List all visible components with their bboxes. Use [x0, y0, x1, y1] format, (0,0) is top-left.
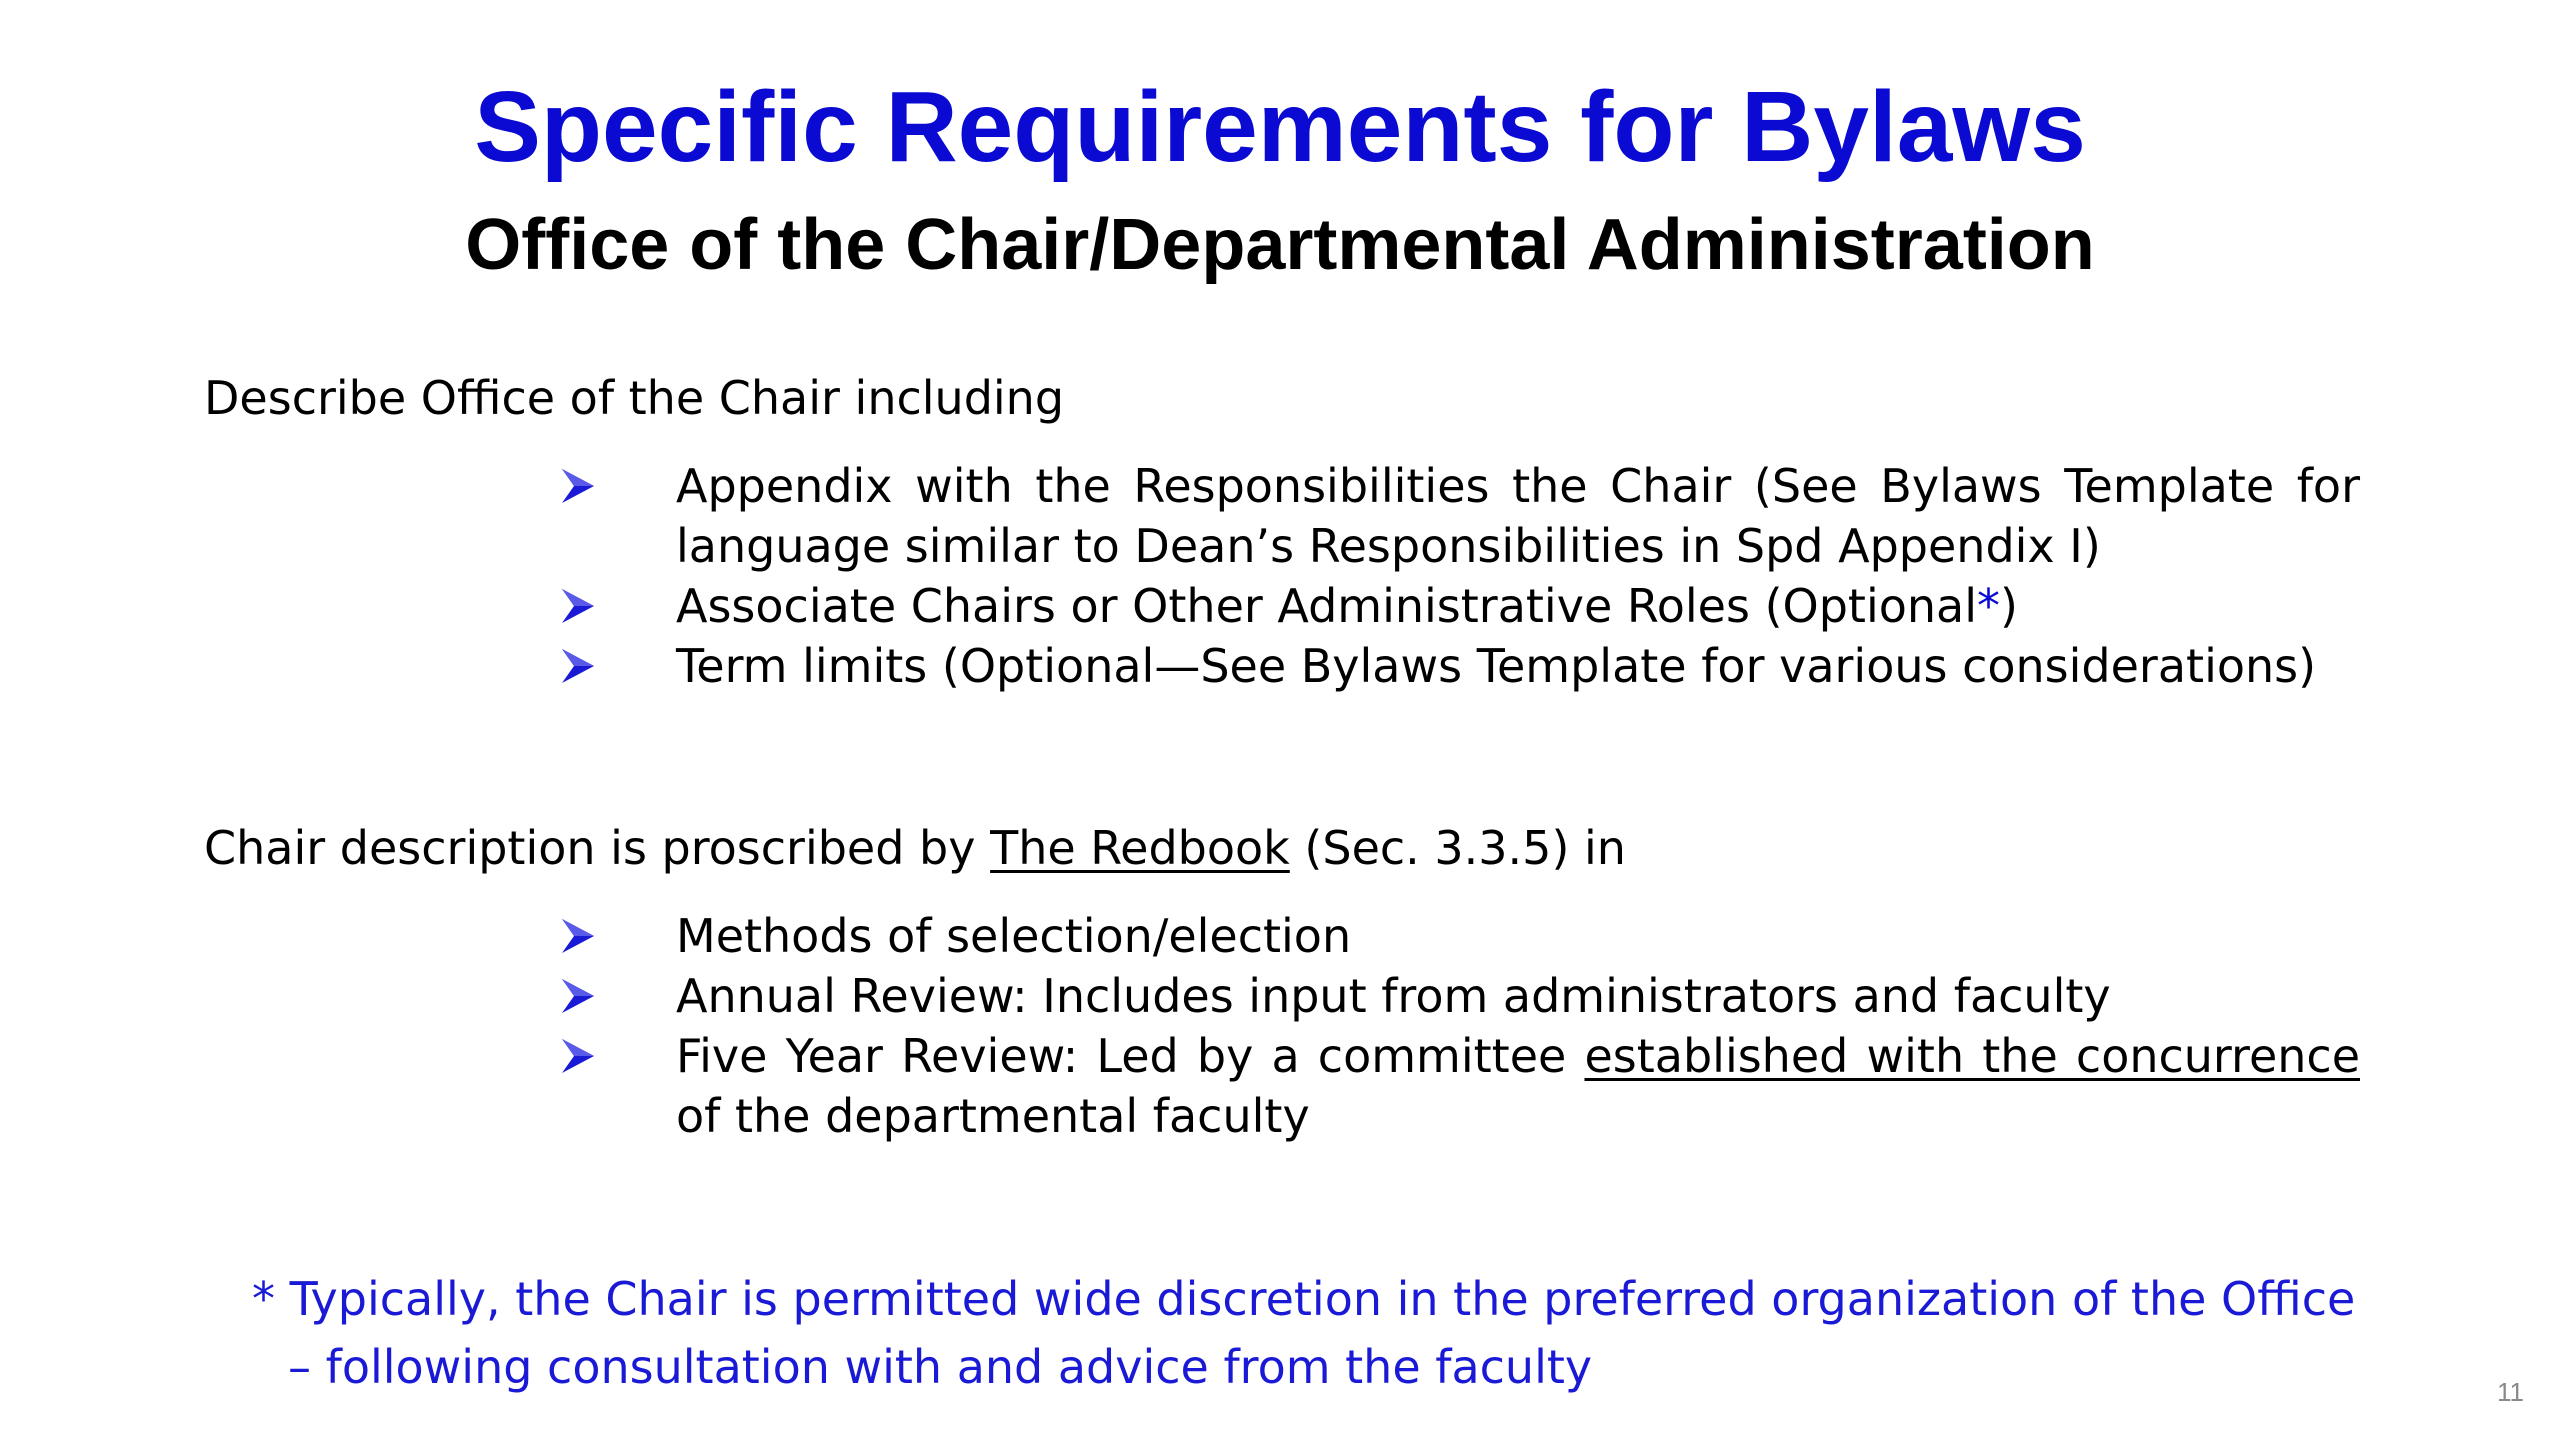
bullet-item-annual-review — [560, 966, 2360, 1026]
bullet-text-end: of the departmental faculty — [676, 1089, 1310, 1143]
bullet-text: Associate Chairs or Other Administrative Roles (Optional — [676, 579, 1978, 633]
underlined-text: established with the concurrence — [1584, 1029, 2360, 1083]
bullet-text-end: ) — [2000, 579, 2018, 633]
arrow-bullet-icon — [560, 636, 620, 696]
footnote — [252, 1265, 2452, 1401]
slide-title: Specific Requirements for Bylaws — [474, 71, 2086, 183]
footnote-star: * — [1977, 579, 2001, 633]
footnote-line-2: – following consultation with and advice from the faculty — [288, 1340, 1593, 1394]
section-2-bullet-list — [560, 906, 2360, 1146]
bullet-item-five-year-review — [560, 1026, 2360, 1146]
section-1-bullet-list — [560, 456, 2360, 696]
bullet-item-term-limits — [560, 636, 2360, 696]
page-number: 11 — [2497, 1377, 2524, 1407]
slide-subtitle: Office of the Chair/Departmental Administration — [465, 205, 2095, 285]
section-2-intro — [204, 818, 1626, 878]
arrow-bullet-icon — [560, 456, 620, 516]
redbook-link[interactable]: The Redbook — [990, 821, 1290, 875]
section-1-intro: Describe Office of the Chair including — [204, 371, 1065, 425]
bullet-item-methods — [560, 906, 2360, 966]
bullet-text: Five Year Review: Led by a committee — [676, 1029, 1585, 1083]
footnote-line-1: * Typically, the Chair is permitted wide discretion in the preferred organization of the Office — [252, 1272, 2356, 1326]
arrow-bullet-icon — [560, 966, 620, 1026]
arrow-bullet-icon — [560, 576, 620, 636]
bullet-text: Annual Review: Includes input from administrators and faculty — [676, 969, 2111, 1023]
arrow-bullet-icon — [560, 1026, 620, 1086]
bullet-text: Term limits (Optional—See Bylaws Template for various considerations) — [676, 639, 2317, 693]
intro-text-end: (Sec. 3.3.5) in — [1289, 821, 1626, 875]
bullet-item-associate-chairs — [560, 576, 2360, 636]
bullet-item-appendix — [560, 456, 2360, 576]
intro-text: Chair description is proscribed by — [204, 821, 991, 875]
bullet-text: Methods of selection/election — [676, 909, 1352, 963]
arrow-bullet-icon — [560, 906, 620, 966]
bullet-text: Appendix with the Responsibilities the Chair (See Bylaws Template for language similar to Dean’s Responsibilities in Spd Appendix I) — [676, 459, 2360, 573]
